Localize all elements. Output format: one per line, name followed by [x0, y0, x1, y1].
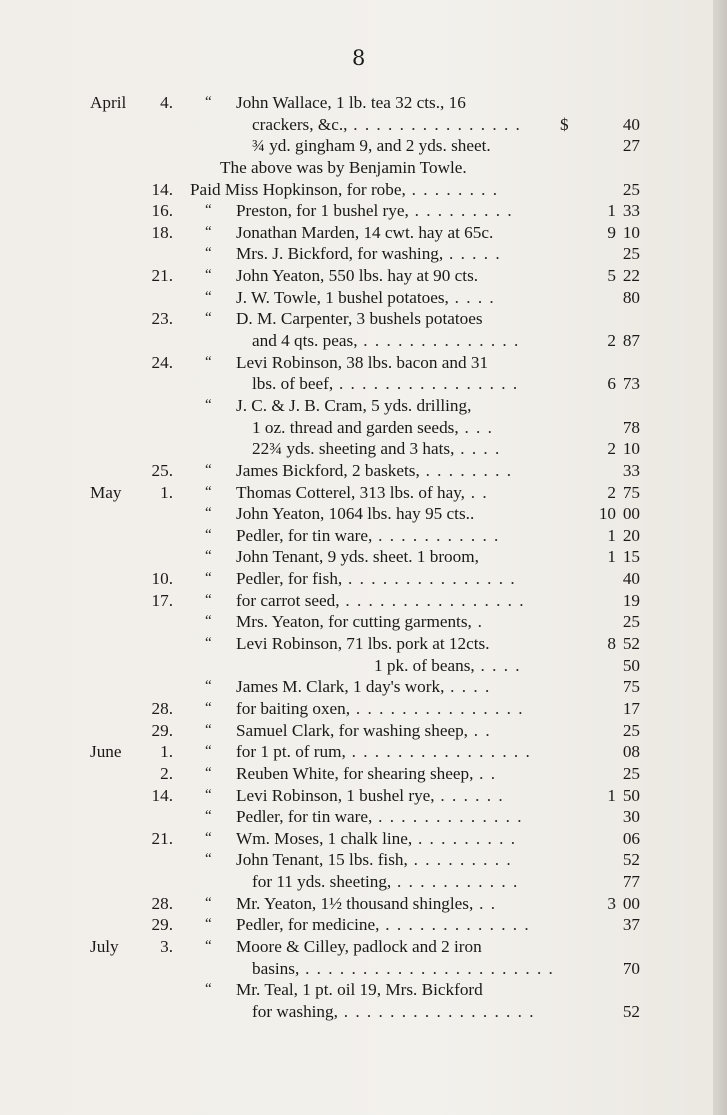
dot-leader: . . [473, 763, 497, 783]
dot-leader: . . . . . . [434, 785, 505, 805]
dot-leader: . . . . . . . . . . . . . [379, 915, 531, 935]
dot-leader: . . . . . . . . . . . . . [372, 807, 524, 827]
ditto-mark: “ [205, 591, 212, 608]
day-number: 18. [151, 222, 173, 242]
entry-text: James Bickford, 2 baskets, [236, 460, 420, 480]
amount-dollars: 8 [607, 634, 616, 654]
ledger-row [90, 871, 650, 893]
dot-leader: . . . . . . . . . [408, 201, 514, 221]
entry-text: D. M. Carpenter, 3 bushels potatoes [236, 309, 483, 329]
entry-text: Mr. Teal, 1 pt. oil 19, Mrs. Bickford [236, 980, 483, 1000]
day-number: 1. [160, 482, 173, 502]
entry-text: Reuben White, for shearing sheep, [236, 763, 474, 783]
amount-cents: 50 [622, 655, 640, 675]
entry-text: lbs. of beef, [252, 374, 334, 394]
entry-text: basins, [252, 958, 300, 978]
entry-description [236, 611, 483, 633]
ledger-row [90, 525, 650, 547]
amount-dollars: 1 [607, 201, 616, 221]
entry-text: Samuel Clark, for washing sheep, [236, 720, 468, 740]
entry-description [236, 265, 478, 287]
day-number: 21. [151, 828, 173, 848]
entry-text: for washing, [252, 1001, 338, 1021]
amount-dollars: 3 [607, 893, 616, 913]
entry-description [236, 590, 525, 612]
amount-cents: 27 [622, 136, 640, 156]
dot-leader: . . . . . . . . . . . . . . . [350, 698, 524, 718]
entry-text: John Yeaton, 550 lbs. hay at 90 cts. [236, 266, 479, 286]
entry-text: Wm. Moses, 1 chalk line, [236, 828, 413, 848]
entry-text: Thomas Cotterel, 313 lbs. of hay, [236, 482, 465, 502]
ledger-row [90, 958, 650, 980]
dot-leader: . . . . . . . . . [407, 850, 513, 870]
entry-description [236, 482, 488, 504]
ledger-row [90, 546, 650, 568]
entry-description [236, 546, 479, 568]
amount-cents: 40 [622, 114, 640, 134]
ditto-mark: “ [205, 483, 212, 500]
ditto-mark: “ [205, 202, 212, 219]
month-label: July [90, 936, 119, 956]
amount-cents: 52 [622, 850, 640, 870]
amount-cents: 25 [622, 763, 640, 783]
entry-description [252, 438, 501, 460]
entry-description [236, 979, 483, 1001]
entry-text: 22¾ yds. sheeting and 3 hats, [252, 439, 455, 459]
entry-description [236, 200, 513, 222]
amount-dollars: 1 [607, 547, 616, 567]
dollar-sign: $ [560, 114, 569, 134]
ditto-mark: “ [205, 613, 212, 630]
ditto-mark: “ [205, 916, 212, 933]
amount-cents: 52 [622, 634, 640, 654]
entry-description [236, 243, 501, 265]
dot-leader: . . . . [454, 439, 501, 459]
entry-text: Pedler, for tin ware, [236, 807, 373, 827]
ditto-mark: “ [205, 699, 212, 716]
ledger-row [90, 806, 650, 828]
ledger-row [90, 655, 650, 677]
amount-cents: 73 [622, 374, 640, 394]
entry-description [374, 655, 521, 677]
entry-text: Mr. Yeaton, 1½ thousand shingles, [236, 893, 474, 913]
entry-description [236, 763, 497, 785]
ditto-mark: “ [205, 223, 212, 240]
month-label: June [90, 742, 122, 762]
entry-description [236, 633, 490, 655]
page-number: 8 [352, 46, 366, 70]
entry-description [236, 849, 512, 871]
amount-dollars: 5 [607, 266, 616, 286]
day-number: 16. [151, 201, 173, 221]
entry-text: 1 pk. of beans, [374, 655, 475, 675]
amount-cents: 19 [622, 590, 640, 610]
amount-dollars: 1 [607, 525, 616, 545]
ledger-row [90, 265, 650, 287]
page-gutter [713, 0, 727, 1115]
ledger-row [90, 568, 650, 590]
ledger-row [90, 179, 650, 201]
dot-leader: . . . . . . . . . . . . . . . . [339, 590, 526, 610]
dot-leader: . . [467, 720, 492, 740]
ledger-row [90, 849, 650, 871]
entry-description [236, 503, 474, 525]
dot-leader: . . . . . . . . . . . [372, 525, 500, 545]
day-number: 28. [151, 698, 173, 718]
day-number: 23. [151, 309, 173, 329]
dot-leader: . [471, 612, 484, 632]
ditto-mark: “ [205, 808, 212, 825]
ditto-mark: “ [205, 94, 212, 110]
ditto-mark: “ [205, 937, 212, 954]
ledger-row [90, 893, 650, 915]
entry-description [236, 936, 482, 958]
ledger-row [90, 763, 650, 785]
entry-text: Jonathan Marden, 14 cwt. hay at 65c. [236, 222, 494, 242]
entry-text: Mrs. J. Bickford, for washing, [236, 244, 444, 264]
ledger-row [90, 482, 650, 504]
entry-text: ¾ yd. gingham 9, and 2 yds. sheet. [252, 136, 491, 156]
day-number: 29. [151, 720, 173, 740]
dot-leader: . . . . . . . . . . . . . . . [347, 114, 522, 134]
ditto-mark: “ [205, 635, 212, 652]
month-label: April [90, 93, 127, 112]
ditto-mark: “ [205, 981, 212, 998]
amount-cents: 22 [622, 266, 640, 286]
ledger-row [90, 330, 650, 352]
day-number: 14. [151, 785, 173, 805]
entry-text: and 4 qts. peas, [252, 331, 358, 351]
entry-description [236, 308, 483, 330]
amount-cents: 17 [622, 698, 640, 718]
dot-leader: . . . . [474, 655, 522, 675]
entry-text: J. W. Towle, 1 bushel potatoes, [236, 287, 449, 307]
entry-description [252, 871, 519, 893]
amount-cents: 78 [622, 417, 640, 437]
day-number: 29. [151, 915, 173, 935]
ledger-row [90, 611, 650, 633]
amount-dollars: 2 [607, 482, 616, 502]
ledger-row [90, 114, 650, 136]
amount-cents: 25 [622, 612, 640, 632]
day-number: 10. [151, 569, 173, 589]
ledger-row [90, 590, 650, 612]
entry-text: for carrot seed, [236, 590, 340, 610]
amount-cents: 25 [622, 720, 640, 740]
entry-text: John Tenant, 9 yds. sheet. 1 broom, [236, 547, 479, 567]
amount-cents: 77 [622, 872, 640, 892]
amount-cents: 00 [622, 893, 640, 913]
amount-cents: 00 [622, 504, 640, 524]
dot-leader: . . . . . . . . . . . . . . . . . [337, 1001, 536, 1021]
entry-description [236, 914, 530, 936]
entry-text: John Wallace, 1 lb. tea 32 cts., 16 [236, 93, 466, 112]
amount-dollars: 9 [607, 222, 616, 242]
day-number: 28. [151, 893, 173, 913]
entry-description [236, 720, 491, 742]
ledger-row [90, 287, 650, 309]
dot-leader: . . . . . [443, 244, 502, 264]
entry-description [190, 179, 499, 201]
ditto-mark: “ [205, 396, 212, 413]
amount-dollars: 1 [607, 785, 616, 805]
amount-cents: 10 [622, 439, 640, 459]
amount-cents: 40 [622, 569, 640, 589]
entry-description [252, 330, 520, 352]
dot-leader: . . . . . . . . . . . [391, 872, 519, 892]
amount-cents: 80 [622, 287, 640, 307]
amount-cents: 33 [622, 201, 640, 221]
entry-text: Pedler, for tin ware, [236, 525, 373, 545]
entry-description [252, 417, 493, 439]
ledger-row [90, 741, 650, 763]
day-number: 14. [151, 179, 173, 199]
entry-text: James M. Clark, 1 day's work, [236, 677, 445, 697]
day-number: 1. [160, 742, 173, 762]
month-label: May [90, 482, 122, 502]
entry-description [236, 785, 504, 807]
entry-description [236, 741, 531, 763]
ditto-mark: “ [205, 526, 212, 543]
dot-leader: . . [464, 482, 489, 502]
ledger-row [90, 200, 650, 222]
dot-leader: . . . . . . . . . . . . . . . . . . . . . . [299, 958, 555, 978]
ditto-mark: “ [205, 829, 212, 846]
amount-cents: 33 [622, 460, 640, 480]
day-number: 25. [151, 460, 173, 480]
ledger-row [90, 720, 650, 742]
entry-description [236, 806, 523, 828]
ditto-mark: “ [205, 310, 212, 327]
ditto-mark: “ [205, 570, 212, 587]
ditto-mark: “ [205, 678, 212, 695]
entry-description [236, 828, 516, 850]
dot-leader: . . . . . . . . . . . . . . . [342, 569, 517, 589]
entry-text: for 1 pt. of rum, [236, 742, 346, 762]
dot-leader: . . [473, 893, 497, 913]
entry-description [236, 222, 493, 244]
entry-description [236, 352, 488, 374]
ledger-row [90, 243, 650, 265]
entry-description [252, 958, 554, 980]
day-number: 3. [160, 936, 173, 956]
entry-description [236, 676, 491, 698]
ledger-row [90, 417, 650, 439]
dot-leader: . . . . [448, 287, 496, 307]
amount-cents: 10 [622, 222, 640, 242]
ledger-row [90, 222, 650, 244]
ditto-mark: “ [205, 548, 212, 565]
entry-description [236, 893, 496, 915]
amount-cents: 70 [622, 958, 640, 978]
entry-text: 1 oz. thread and garden seeds, [252, 417, 459, 437]
amount-dollars: 2 [607, 439, 616, 459]
entry-description [220, 157, 467, 179]
ditto-mark: “ [205, 505, 212, 522]
entry-description [236, 698, 524, 720]
entry-text: The above was by Benjamin Towle. [220, 157, 467, 177]
ditto-mark: “ [205, 461, 212, 478]
ledger-row [90, 157, 650, 179]
ledger-row [90, 395, 650, 417]
amount-cents: 75 [622, 677, 640, 697]
entry-text: Mrs. Yeaton, for cutting garments, [236, 612, 472, 632]
entry-text: Levi Robinson, 71 lbs. pork at 12cts. [236, 634, 490, 654]
entry-text: Pedler, for medicine, [236, 915, 380, 935]
amount-cents: 30 [622, 807, 640, 827]
amount-dollars: 2 [607, 331, 616, 351]
ledger-row [90, 503, 650, 525]
ledger-row [90, 1001, 650, 1023]
dot-leader: . . . . . . . . . [412, 828, 517, 848]
ditto-mark: “ [205, 764, 212, 781]
entry-text: Levi Robinson, 38 lbs. bacon and 31 [236, 352, 489, 372]
ledger-row [90, 92, 650, 114]
entry-description [252, 1001, 535, 1023]
entry-text: John Tenant, 15 lbs. fish, [236, 850, 408, 870]
entry-text: J. C. & J. B. Cram, 5 yds. drilling, [236, 395, 472, 415]
entry-description [236, 287, 495, 309]
amount-cents: 75 [622, 482, 640, 502]
ledger-row [90, 936, 650, 958]
entry-description [252, 373, 519, 395]
amount-cents: 50 [622, 785, 640, 805]
ledger-row [90, 698, 650, 720]
amount-dollars: 6 [607, 374, 616, 394]
dot-leader: . . . . . . . . [419, 460, 513, 480]
amount-cents: 37 [622, 915, 640, 935]
entry-text: for 11 yds. sheeting, [252, 872, 392, 892]
amount-cents: 87 [622, 331, 640, 351]
entry-description [236, 568, 516, 590]
entry-text: Pedler, for fish, [236, 569, 343, 589]
ditto-mark: “ [205, 353, 212, 370]
entry-description [236, 460, 513, 482]
entry-text: Paid Miss Hopkinson, for robe, [190, 179, 406, 199]
day-number: 24. [151, 352, 173, 372]
ledger-row [90, 633, 650, 655]
ledger-row [90, 308, 650, 330]
amount-cents: 15 [622, 547, 640, 567]
entry-text: for baiting oxen, [236, 698, 351, 718]
entry-description [236, 395, 471, 417]
entry-text: Levi Robinson, 1 bushel rye, [236, 785, 435, 805]
amount-cents: 20 [622, 525, 640, 545]
day-number: 4. [160, 93, 173, 112]
ditto-mark: “ [205, 288, 212, 305]
ledger-row [90, 438, 650, 460]
entry-text: John Yeaton, 1064 lbs. hay 95 cts.. [236, 504, 475, 524]
ditto-mark: “ [205, 786, 212, 803]
ledger-row [90, 979, 650, 1001]
dot-leader: . . . [458, 417, 494, 437]
entry-text: Moore & Cilley, padlock and 2 iron [236, 936, 482, 956]
ledger-row [90, 914, 650, 936]
ditto-mark: “ [205, 851, 212, 868]
expense-ledger [90, 92, 650, 1023]
ledger-row [90, 785, 650, 807]
entry-text: crackers, &c., [252, 114, 348, 134]
ledger-row [90, 676, 650, 698]
day-number: 17. [151, 590, 173, 610]
entry-description [252, 114, 521, 136]
dot-leader: . . . . . . . . . . . . . . . . [333, 374, 519, 394]
ledger-row [90, 135, 650, 157]
ditto-mark: “ [205, 894, 212, 911]
ditto-mark: “ [205, 721, 212, 738]
ditto-mark: “ [205, 267, 212, 284]
day-number: 21. [151, 266, 173, 286]
amount-cents: 08 [622, 742, 640, 762]
amount-dollars: 10 [598, 504, 616, 524]
entry-description [236, 92, 466, 114]
ditto-mark: “ [205, 245, 212, 262]
amount-cents: 52 [622, 1001, 640, 1021]
entry-description [236, 525, 500, 547]
amount-cents: 25 [622, 244, 640, 264]
ledger-row [90, 352, 650, 374]
entry-description [252, 135, 491, 157]
amount-cents: 06 [622, 828, 640, 848]
entry-text: Preston, for 1 bushel rye, [236, 201, 409, 221]
dot-leader: . . . . [444, 677, 491, 697]
ledger-row [90, 828, 650, 850]
ditto-mark: “ [205, 743, 212, 760]
dot-leader: . . . . . . . . [405, 179, 499, 199]
dot-leader: . . . . . . . . . . . . . . [357, 331, 520, 351]
dot-leader: . . . . . . . . . . . . . . . . [345, 742, 532, 762]
day-number: 2. [160, 763, 173, 783]
ledger-row [90, 460, 650, 482]
amount-cents: 25 [622, 179, 640, 199]
ledger-row [90, 373, 650, 395]
